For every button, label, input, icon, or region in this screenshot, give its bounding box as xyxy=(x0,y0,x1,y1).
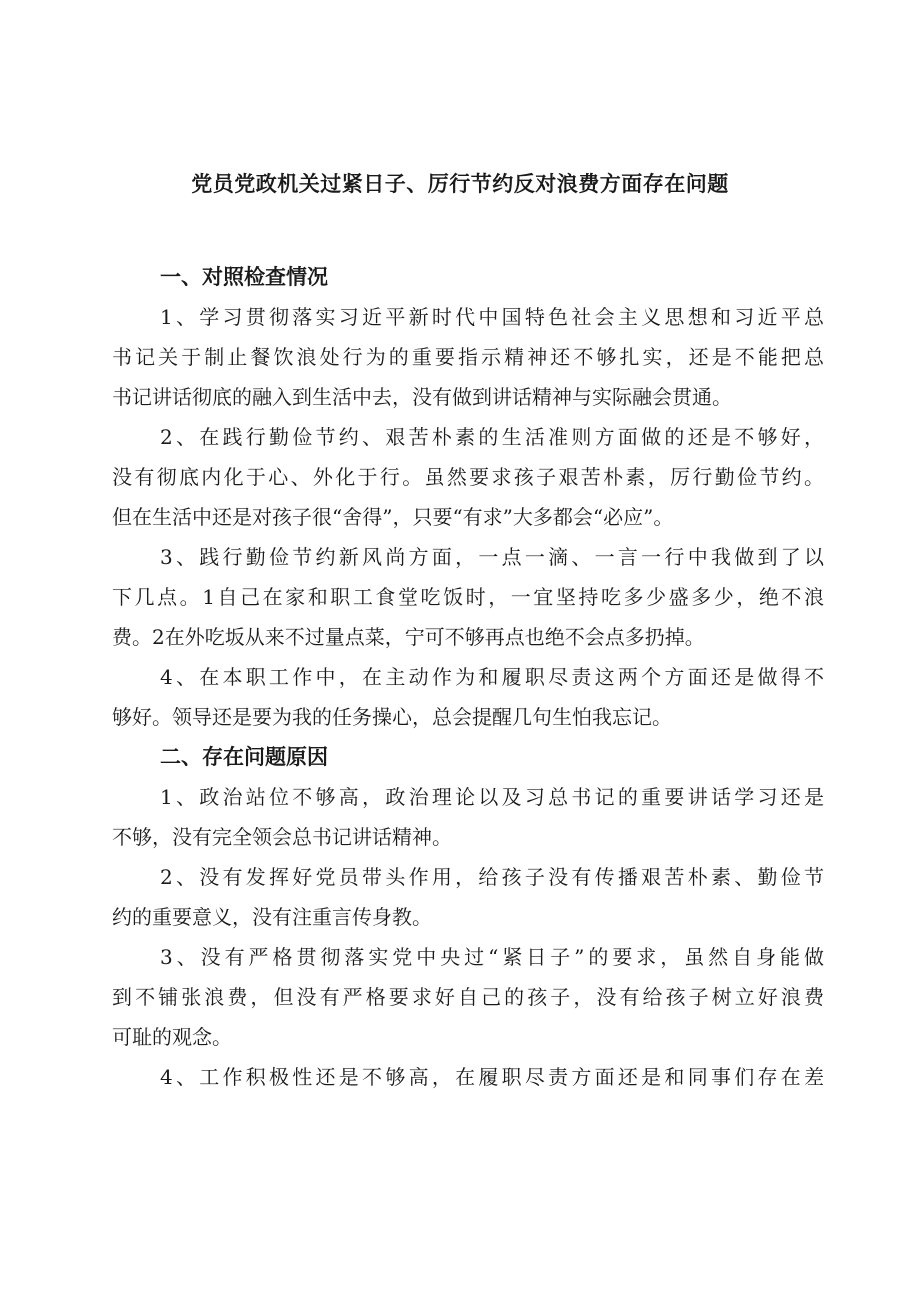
paragraph-line: 但在生活中还是对孩子很“舍得”，只要“有求”大多都会“必应”。 xyxy=(112,505,674,529)
paragraph-line: 2、在践行勤俭节约、艰苦朴素的生活准则方面做的还是不够好， xyxy=(160,425,824,449)
paragraph-line: 4、工作积极性还是不够高，在履职尽责方面还是和同事们存在差 xyxy=(160,1065,824,1089)
paragraph-line: 没有彻底内化于心、外化于行。虽然要求孩子艰苦朴素，厉行勤俭节约。 xyxy=(112,465,824,489)
paragraph-line: 书记讲话彻底的融入到生活中去，没有做到讲话精神与实际融会贯通。 xyxy=(112,385,732,409)
paragraph xyxy=(112,537,824,657)
paragraph-line: 3、践行勤俭节约新风尚方面，一点一滴、一言一行中我做到了以 xyxy=(160,545,824,569)
paragraph-line: 4、在本职工作中，在主动作为和履职尽责这两个方面还是做得不 xyxy=(160,665,824,689)
paragraph xyxy=(112,1057,824,1097)
paragraph-line: 2、没有发挥好党员带头作用，给孩子没有传播艰苦朴素、勤俭节 xyxy=(160,865,824,889)
paragraph-line: 不够，没有完全领会总书记讲话精神。 xyxy=(112,825,452,849)
paragraph-line: 到不铺张浪费，但没有严格要求好自己的孩子，没有给孩子树立好浪费 xyxy=(112,985,824,1009)
paragraph xyxy=(112,417,824,537)
document-body xyxy=(112,257,824,1097)
paragraph-line: 1、学习贯彻落实习近平新时代中国特色社会主义思想和习近平总 xyxy=(160,305,824,329)
paragraph-line: 可耻的观念。 xyxy=(112,1025,232,1049)
paragraph xyxy=(112,937,824,1057)
paragraph xyxy=(112,857,824,937)
section-heading: 二、存在问题原因 xyxy=(160,745,328,769)
paragraph-line: 1、政治站位不够高，政治理论以及习总书记的重要讲话学习还是 xyxy=(160,785,824,809)
paragraph xyxy=(112,657,824,737)
paragraph-line: 书记关于制止餐饮浪处行为的重要指示精神还不够扎实，还是不能把总 xyxy=(112,345,824,369)
document-title: 党员党政机关过紧日子、厉行节约反对浪费方面存在问题 xyxy=(191,172,729,196)
paragraph-line: 约的重要意义，没有注重言传身教。 xyxy=(112,905,432,929)
paragraph-line: 够好。领导还是要为我的任务操心，总会提醒几句生怕我忘记。 xyxy=(112,705,672,729)
paragraph-line: 费。2在外吃坂从来不过量点菜，宁可不够再点也绝不会点多扔掉。 xyxy=(112,625,705,649)
paragraph xyxy=(112,297,824,417)
paragraph-line: 3、没有严格贯彻落实党中央过“紧日子”的要求，虽然自身能做 xyxy=(160,945,824,969)
paragraph xyxy=(112,777,824,857)
paragraph-line: 下几点。1自己在家和职工食堂吃饭时，一宜坚持吃多少盛多少，绝不浪 xyxy=(112,585,824,609)
section-heading: 一、对照检查情况 xyxy=(160,265,328,289)
